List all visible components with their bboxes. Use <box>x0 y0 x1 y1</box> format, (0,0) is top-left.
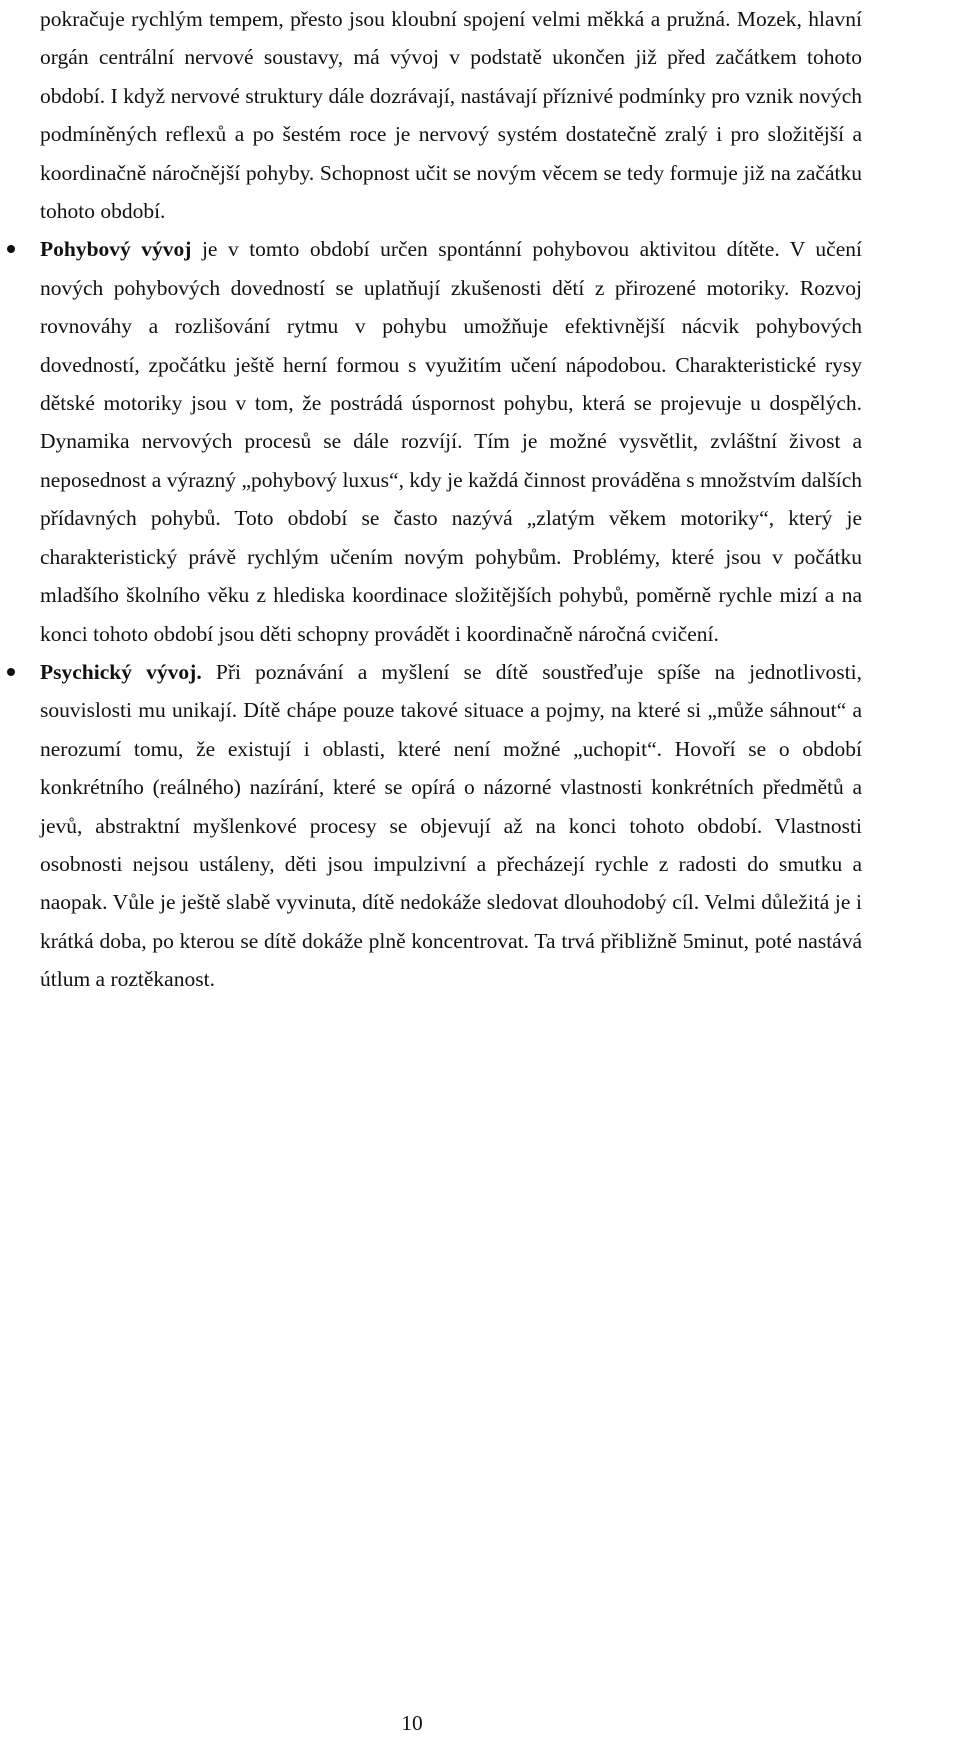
bullet-item-psychic-development <box>40 653 862 999</box>
bullet-heading: Pohybový vývoj <box>40 237 192 262</box>
page-number: 10 <box>401 1711 423 1735</box>
bullet-dot-icon <box>7 668 15 676</box>
bullet-text: Při poznávání a myšlení se dítě soustřeďuje spíše na jednotlivosti, souvislosti mu unikají. Dítě chápe pouze takové situace a pojmy, na které si „může sáhnout“ a nerozumí tomu, že existují i oblasti, které není možné „uchopit“. Hovoří se o období konkrétního (reálného) nazírání, které se opírá o názorné vlastnosti konkrétních předmětů a jevů, abstraktní myšlenkové procesy se objevují až na konci tohoto období. Vlastnosti osobnosti nejsou ustáleny, děti jsou impulzivní a přecházejí rychle z radosti do smutku a naopak. Vůle je ještě slabě vyvinuta, dítě nedokáže sledovat dlouhodobý cíl. Velmi důležitá je i krátká doba, po kterou se dítě dokáže plně koncentrovat. Ta trvá přibližně 5minut, poté nastává útlum a roztěkanost. <box>40 659 862 992</box>
bullet-dot-icon <box>7 245 15 253</box>
bullet-heading: Psychický vývoj. <box>40 659 202 684</box>
bullet-text: je v tomto období určen spontánní pohybovou aktivitou dítěte. V učení nových pohybových dovedností se uplatňují zkušenosti dětí z přirozené motoriky. Rozvoj rovnováhy a rozlišování rytmu v pohybu umožňuje efektivnější nácvik pohybových dovedností, zpočátku ještě herní formou s využitím učení nápodobou. Charakteristické rysy dětské motoriky jsou v tom, že postrádá úspornost pohybu, která se projevuje u dospělých. Dynamika nervových procesů se dále rozvíjí. Tím je možné vysvětlit, zvláštní živost a neposednost a výrazný „pohybový luxus“, kdy je každá činnost prováděna s množstvím dalších přídavných pohybů. Toto období se často nazývá „zlatým věkem motoriky“, který je charakteristický právě rychlým učením novým pohybům. Problémy, které jsou v počátku mladšího školního věku z hlediska koordinace složitějších pohybů, poměrně rychle mizí a na konci tohoto období jsou děti schopny provádět i koordinačně náročná cvičení. <box>40 237 862 646</box>
bullet-item-motor-development <box>40 230 862 652</box>
intro-paragraph: pokračuje rychlým tempem, přesto jsou kloubní spojení velmi měkká a pružná. Mozek, hlavní orgán centrální nervové soustavy, má vývoj v podstatě ukončen již před začátkem tohoto období. I když nervové struktury dále dozrávají, nastávají příznivé podmínky pro vznik nových podmíněných reflexů a po šestém roce je nervový systém dostatečně zralý i pro složitější a koordinačně náročnější pohyby. Schopnost učit se novým věcem se tedy formuje již na začátku tohoto období. <box>40 7 862 224</box>
body-text <box>40 0 862 999</box>
